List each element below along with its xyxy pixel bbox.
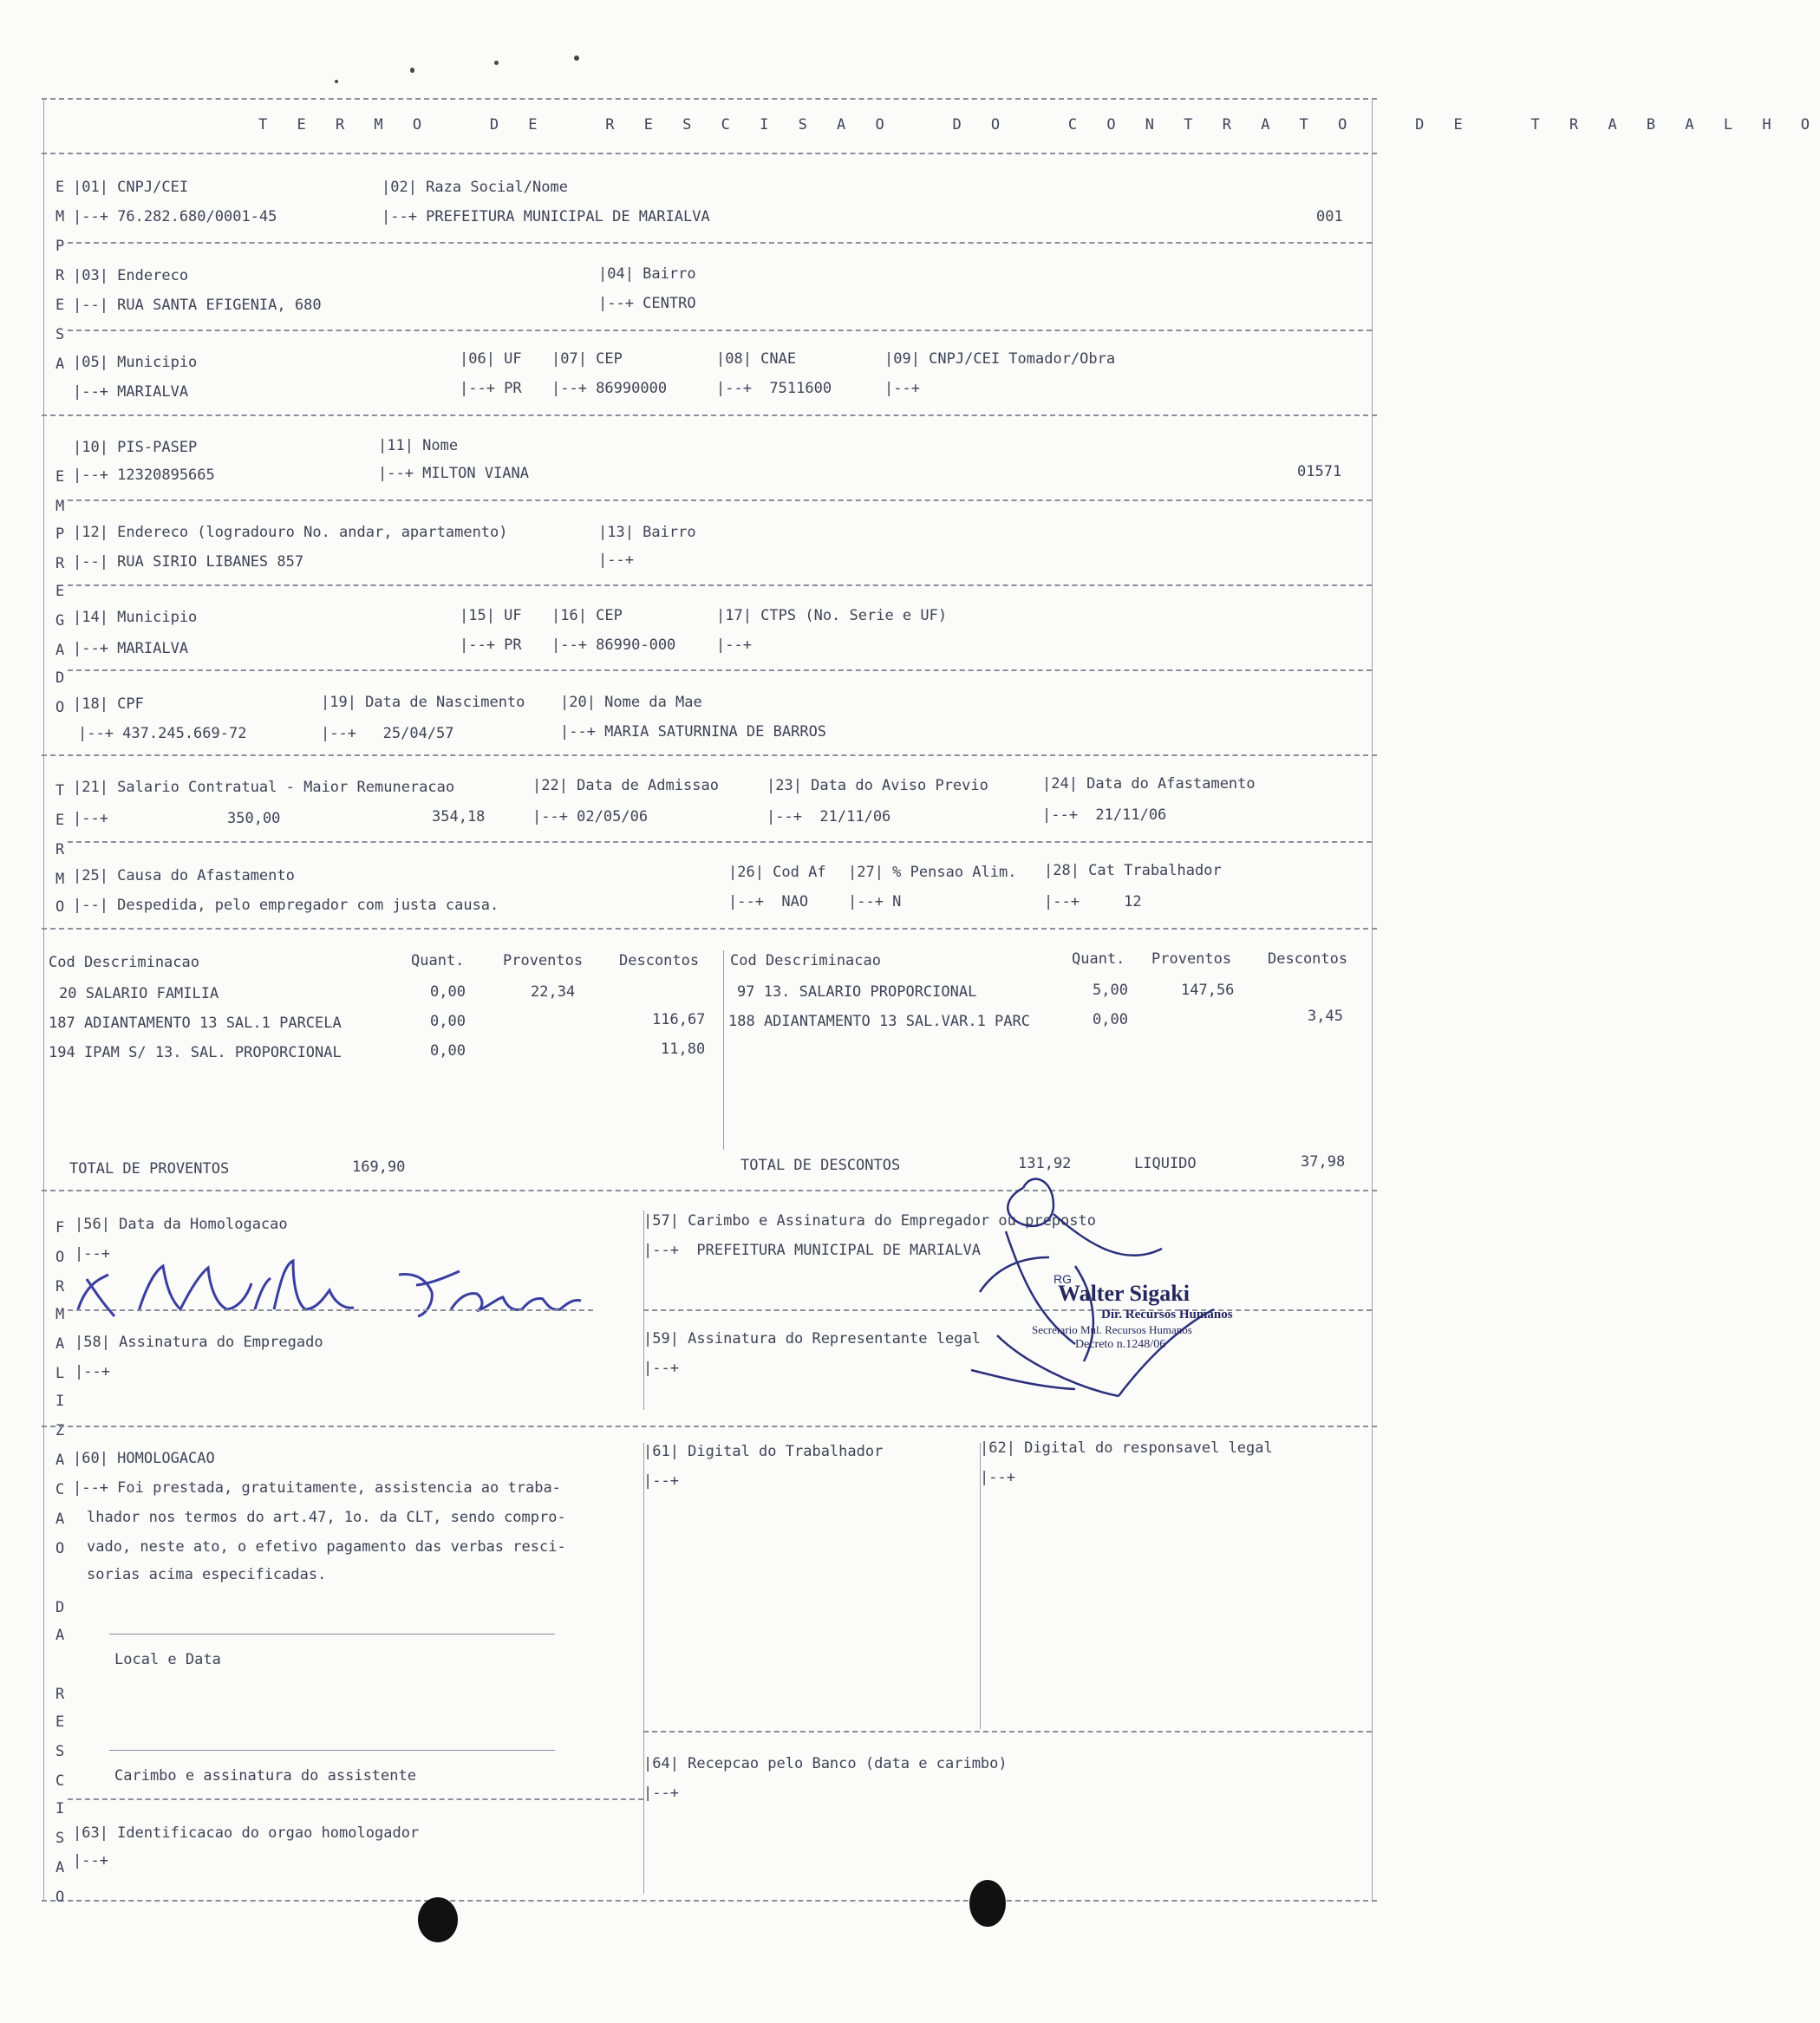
field-58-value: |--+ [75, 1363, 110, 1380]
side-letter: E [55, 179, 65, 196]
side-letter: R [55, 267, 65, 284]
field-60-line: sorias acima especificadas. [87, 1566, 327, 1583]
svg-text:Decreto n.1248/06: Decreto n.1248/06 [1075, 1338, 1166, 1351]
field-08-label: |08| CNAE [716, 350, 797, 368]
row-quant: 0,00 [430, 983, 466, 1001]
table-column-divider [723, 950, 724, 1150]
side-letter: A [55, 1452, 65, 1469]
col-header-proventos: Proventos [1151, 950, 1232, 968]
svg-text:RG: RG [1054, 1272, 1072, 1286]
field-61-label: |61| Digital do Trabalhador [643, 1443, 884, 1460]
local-data-line [109, 1634, 555, 1635]
row-divider [68, 669, 1372, 671]
row-divider [68, 1798, 643, 1800]
field-10-label: |10| PIS-PASEP [73, 439, 198, 456]
col-header-cod: Cod Descriminacao [49, 954, 199, 971]
field-27-label: |27| % Pensao Alim. [848, 864, 1017, 881]
col-header-descontos: Descontos [1268, 950, 1348, 968]
row-divider [643, 1731, 1372, 1733]
field-21-value: |--+ [73, 810, 108, 827]
side-letter: S [55, 1743, 65, 1760]
field-56-value: |--+ [75, 1245, 110, 1263]
row-proventos: 147,56 [1181, 982, 1235, 999]
side-letter: A [55, 1511, 65, 1528]
row-cod: 188 ADIANTAMENTO 13 SAL.VAR.1 PARC [728, 1013, 1030, 1030]
row-divider [68, 584, 1372, 586]
field-63-label: |63| Identificacao do orgao homologador [73, 1824, 420, 1842]
field-09-value: |--+ [884, 380, 920, 397]
title-divider [42, 153, 1377, 154]
field-61-value: |--+ [643, 1472, 679, 1490]
field-04-label: |04| Bairro [598, 265, 696, 283]
side-letter: O [55, 1889, 65, 1906]
row-quant: 0,00 [430, 1042, 466, 1060]
side-letter: R [55, 1686, 65, 1703]
section-divider [42, 754, 1377, 756]
field-02-value: |--+ PREFEITURA MUNICIPAL DE MARIALVA [382, 208, 710, 225]
section-divider [42, 414, 1377, 416]
row-divider [68, 841, 1372, 843]
field-01-value: |--+ 76.282.680/0001-45 [73, 208, 277, 225]
field-27-value: |--+ N [848, 893, 902, 910]
field-56-label: |56| Data da Homologacao [75, 1216, 288, 1233]
side-letter: A [55, 1335, 65, 1353]
side-letter: E [55, 468, 65, 486]
side-letter: D [55, 1599, 65, 1616]
signature-row-divider [68, 1309, 593, 1311]
side-letter: E [55, 583, 65, 600]
side-letter: A [55, 1627, 65, 1644]
field-13-value: |--+ [598, 551, 634, 569]
side-letter: S [55, 326, 65, 343]
field-13-label: |13| Bairro [598, 524, 696, 541]
side-letter: T [55, 782, 65, 799]
total-proventos-value: 169,90 [352, 1158, 406, 1176]
svg-text:Dir. Recursos Humanos: Dir. Recursos Humanos [1101, 1308, 1233, 1321]
side-letter: C [55, 1772, 65, 1790]
field-04-value: |--+ CENTRO [598, 295, 696, 312]
side-letter: M [55, 208, 65, 225]
field-60-line: vado, neste ato, o efetivo pagamento das verbas resci- [87, 1538, 566, 1556]
field-23-label: |23| Data do Aviso Previo [766, 777, 988, 794]
field-24-label: |24| Data do Afastamento [1042, 775, 1256, 793]
side-letter: P [55, 238, 65, 255]
row-divider [68, 330, 1372, 331]
field-59-label: |59| Assinatura do Representante legal [643, 1330, 981, 1348]
row-quant: 5,00 [1093, 982, 1128, 999]
field-17-value: |--+ [716, 636, 752, 654]
field-21-label: |21| Salario Contratual - Maior Remuneracao [73, 779, 455, 796]
field-20-label: |20| Nome da Mae [560, 694, 702, 711]
side-letter: O [55, 898, 65, 916]
employee-signature [69, 1249, 607, 1327]
side-letter: Z [55, 1422, 65, 1439]
row-divider [68, 499, 1372, 501]
field-57-value: |--+ PREFEITURA MUNICIPAL DE MARIALVA [643, 1242, 981, 1259]
field-18-label: |18| CPF [73, 695, 144, 713]
side-letter: G [55, 612, 65, 630]
frame-right-border [1372, 98, 1373, 1902]
section-divider [42, 1426, 1377, 1427]
field-59-value: |--+ [643, 1360, 679, 1377]
field-18-value: |--+ 437.245.669-72 [78, 725, 247, 742]
field-07-value: |--+ 86990000 [551, 380, 668, 397]
side-letter: O [55, 1249, 65, 1266]
field-10-value: |--+ 12320895665 [73, 467, 215, 484]
field-28-value: |--+ 12 [1044, 893, 1142, 910]
assistente-line [109, 1750, 555, 1751]
side-letter: I [55, 1393, 65, 1410]
field-11-value: |--+ MILTON VIANA [378, 465, 529, 482]
field-20-value: |--+ MARIA SATURNINA DE BARROS [560, 723, 827, 741]
punch-hole [418, 1897, 458, 1942]
homologacao-column-divider [643, 1443, 644, 1894]
employer-stamp [902, 1162, 1301, 1413]
side-letter: I [55, 1800, 65, 1817]
row-proventos: 22,34 [531, 983, 576, 1001]
field-26-label: |26| Cod Af [728, 864, 826, 881]
field-64-value: |--+ [643, 1785, 679, 1802]
row-quant: 0,00 [1093, 1011, 1128, 1028]
side-letter: E [55, 812, 65, 829]
col-header-quant: Quant. [411, 952, 465, 969]
row-cod: 20 SALARIO FAMILIA [59, 985, 219, 1002]
field-28-label: |28| Cat Trabalhador [1044, 862, 1222, 879]
field-08-value: |--+ 7511600 [716, 380, 832, 397]
employer-code: 001 [1316, 208, 1343, 225]
svg-text:Secretario Mul. Recursos Human: Secretario Mul. Recursos Humanos [1032, 1323, 1192, 1336]
field-25-label: |25| Causa do Afastamento [73, 867, 295, 884]
field-15-value: |--+ PR [460, 636, 522, 654]
field-60-label: |60| HOMOLOGACAO [73, 1450, 215, 1467]
row-cod: 187 ADIANTAMENTO 13 SAL.1 PARCELA [49, 1015, 342, 1032]
row-divider [68, 242, 1372, 244]
total-descontos-label: TOTAL DE DESCONTOS [740, 1157, 901, 1174]
employee-code: 01571 [1297, 463, 1342, 480]
row-descontos: 116,67 [652, 1011, 706, 1028]
field-16-value: |--+ 86990-000 [551, 636, 676, 654]
field-23-value: |--+ 21/11/06 [766, 808, 891, 826]
row-descontos: 11,80 [661, 1041, 706, 1058]
row-cod: 97 13. SALARIO PROPORCIONAL [737, 983, 977, 1001]
side-letter: M [55, 871, 65, 888]
field-06-label: |06| UF [460, 350, 522, 368]
field-14-label: |14| Municipio [73, 609, 198, 626]
maior-remuneracao: 354,18 [432, 808, 486, 826]
liquido-label: LIQUIDO [1134, 1155, 1197, 1172]
side-letter: R [55, 1278, 65, 1295]
field-57-label: |57| Carimbo e Assinatura do Empregador ou preposto [643, 1212, 1096, 1230]
section-divider [42, 928, 1377, 930]
field-03-label: |03| Endereco [73, 267, 189, 284]
side-letter: O [55, 699, 65, 716]
row-quant: 0,00 [430, 1013, 466, 1030]
field-06-value: |--+ PR [460, 380, 522, 397]
field-19-value: |--+ 25/04/57 [321, 725, 454, 742]
field-62-value: |--+ [980, 1469, 1015, 1486]
side-letter: E [55, 1713, 65, 1731]
carimbo-assistente-label: Carimbo e assinatura do assistente [114, 1767, 416, 1785]
field-05-value: |--+ MARIALVA [73, 383, 189, 401]
field-26-value: |--+ NAO [728, 893, 809, 910]
side-letter: P [55, 525, 65, 543]
row-descontos: 3,45 [1308, 1008, 1343, 1025]
side-letter: M [55, 498, 65, 515]
field-02-label: |02| Raza Social/Nome [382, 179, 568, 196]
field-12-value: |--| RUA SIRIO LIBANES 857 [73, 553, 304, 571]
field-64-label: |64| Recepcao pelo Banco (data e carimbo) [643, 1755, 1008, 1772]
field-15-label: |15| UF [460, 607, 522, 624]
field-11-label: |11| Nome [378, 437, 459, 454]
frame-bottom-line [42, 1900, 1377, 1902]
side-letter: F [55, 1219, 65, 1237]
punch-hole [969, 1880, 1006, 1927]
side-letter: A [55, 1859, 65, 1876]
field-60-line: |--+ Foi prestada, gratuitamente, assistencia ao traba- [73, 1479, 561, 1497]
side-letter: E [55, 297, 65, 314]
field-07-label: |07| CEP [551, 350, 623, 368]
liquido-value: 37,98 [1301, 1153, 1346, 1171]
field-58-label: |58| Assinatura do Empregado [75, 1334, 323, 1351]
side-letter: C [55, 1481, 65, 1498]
salario-contratual: 350,00 [227, 810, 281, 827]
scan-speck [574, 55, 579, 61]
signature-text: X Milton Viana [69, 1325, 77, 1326]
col-header-cod: Cod Descriminacao [730, 952, 881, 969]
document-title: T E R M O D E R E S C I S A O D O C O N T R A T O D E T R A B A L H O [258, 116, 1820, 134]
field-19-label: |19| Data de Nascimento [321, 694, 525, 711]
col-header-descontos: Descontos [619, 952, 700, 969]
field-05-label: |05| Municipio [73, 354, 198, 371]
svg-text:Walter Sigaki: Walter Sigaki [1058, 1281, 1190, 1306]
side-letter: A [55, 642, 65, 659]
side-letter: L [55, 1365, 65, 1382]
side-letter: S [55, 1830, 65, 1847]
field-14-value: |--+ MARIALVA [73, 640, 189, 657]
side-letter: R [55, 841, 65, 858]
col-header-quant: Quant. [1072, 950, 1125, 968]
side-letter: A [55, 356, 65, 373]
total-descontos-value: 131,92 [1018, 1155, 1072, 1172]
scan-speck [335, 80, 338, 83]
field-60-line: lhador nos termos do art.47, 1o. da CLT, sendo compro- [87, 1509, 566, 1526]
side-letter: O [55, 1540, 65, 1557]
field-17-label: |17| CTPS (No. Serie e UF) [716, 607, 948, 624]
scan-speck [410, 68, 414, 73]
field-01-label: |01| CNPJ/CEI [73, 179, 189, 196]
field-25-value: |--| Despedida, pelo empregador com justa causa. [73, 897, 499, 914]
frame-left-border [43, 98, 44, 1902]
local-data-label: Local e Data [114, 1651, 221, 1668]
field-12-label: |12| Endereco (logradouro No. andar, apartamento) [73, 524, 508, 541]
field-62-label: |62| Digital do responsavel legal [980, 1439, 1273, 1457]
field-09-label: |09| CNPJ/CEI Tomador/Obra [884, 350, 1116, 368]
scan-speck [494, 61, 499, 65]
field-24-value: |--+ 21/11/06 [1042, 806, 1167, 824]
side-letter: R [55, 555, 65, 572]
frame-top-line [42, 98, 1377, 100]
row-cod: 194 IPAM S/ 13. SAL. PROPORCIONAL [49, 1044, 342, 1061]
total-proventos-label: TOTAL DE PROVENTOS [69, 1160, 230, 1178]
side-letter: D [55, 669, 65, 687]
side-letter: M [55, 1306, 65, 1323]
field-03-value: |--| RUA SANTA EFIGENIA, 680 [73, 297, 322, 314]
field-22-label: |22| Data de Admissao [532, 777, 719, 794]
col-header-proventos: Proventos [503, 952, 584, 969]
field-16-label: |16| CEP [551, 607, 623, 624]
field-63-value: |--+ [73, 1852, 108, 1870]
field-22-value: |--+ 02/05/06 [532, 808, 649, 826]
